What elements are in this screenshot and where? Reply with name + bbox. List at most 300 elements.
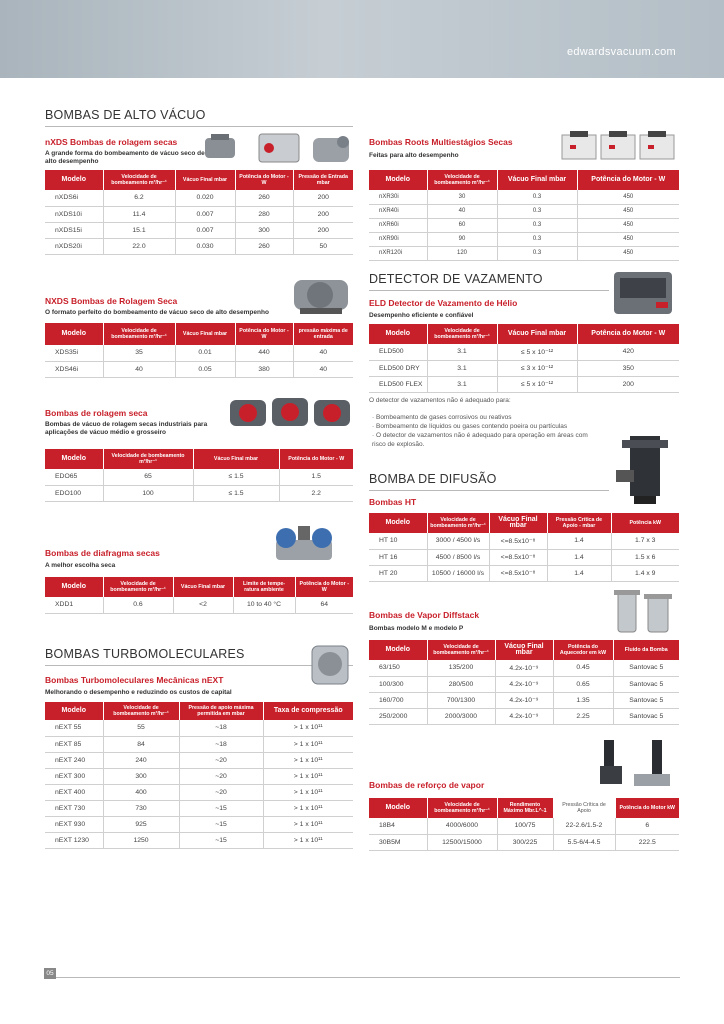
table-cell: 0.6 — [103, 597, 173, 613]
table-row — [45, 361, 353, 377]
table-cell: > 1 x 10¹¹ — [263, 784, 353, 800]
col-header: Potência do Motor - W — [295, 577, 353, 597]
table-cell: nXR40i — [369, 204, 427, 218]
table-cell: 100/300 — [369, 676, 427, 692]
table-cell: 200 — [293, 190, 353, 206]
col-header: Vácuo Final mbar — [489, 513, 547, 533]
table-cell: 1.5 x 6 — [611, 549, 679, 565]
header-banner — [0, 0, 724, 78]
table-cell: > 1 x 10¹¹ — [263, 768, 353, 784]
table-cell: 730 — [103, 800, 179, 816]
edo-pump-images — [228, 392, 353, 432]
pump-image — [644, 594, 672, 632]
nxds-pump-images — [203, 128, 353, 166]
table-cell: 450 — [577, 218, 679, 232]
diffstack-pump-images — [612, 586, 678, 640]
table-cell: 250/2000 — [369, 708, 427, 724]
table-cell: ~15 — [179, 816, 263, 832]
table-row — [45, 736, 353, 752]
table-cell: XDD1 — [45, 597, 103, 613]
table-row — [369, 834, 679, 850]
table-cell: 280/500 — [427, 676, 495, 692]
table-cell: 0.3 — [497, 190, 577, 204]
table-cell: 15.1 — [103, 222, 175, 238]
table-cell: 60 — [427, 218, 497, 232]
col-header: Taxa de compressão — [263, 702, 353, 720]
pump-image — [614, 590, 640, 632]
nxds-subtitle: A grande forma do bombeamento de vácuo seco de alto desempenho — [45, 150, 205, 165]
bullet-item: · Bombeamento de líquidos ou gases contendo poeira ou partículas — [372, 423, 568, 430]
table-cell: Santovac 5 — [613, 692, 679, 708]
col-header: Vácuo Final mbar — [175, 170, 235, 190]
table-cell: 260 — [235, 190, 293, 206]
col-header: Vácuo Final mbar — [175, 323, 235, 345]
pump-image — [314, 400, 350, 426]
roots-pump-images — [560, 127, 678, 165]
col-header: Pressão Crítica de Apoio — [553, 798, 615, 818]
table-cell: 200 — [577, 376, 679, 392]
table-row — [45, 720, 353, 736]
col-header: Modelo — [369, 513, 427, 533]
col-header: Velocidade de bombeamento m³/hr⁻¹ — [427, 640, 495, 660]
table-cell: 64 — [295, 597, 353, 613]
table-cell: 350 — [577, 360, 679, 376]
table-row — [369, 565, 679, 581]
booster-table — [369, 798, 679, 851]
col-header: Modelo — [369, 640, 427, 660]
table-row — [369, 660, 679, 676]
table-cell: ≤ 5 x 10⁻¹² — [497, 376, 577, 392]
bullet-text: Bombeamento de gases corrosivos ou reativos — [375, 414, 512, 421]
edo-title: Bombas de rolagem seca — [45, 408, 148, 418]
table-row — [45, 238, 353, 254]
table-cell: 0.030 — [175, 238, 235, 254]
table-cell: nXDS10i — [45, 206, 103, 222]
table-cell: > 1 x 10¹¹ — [263, 800, 353, 816]
table-cell: nEXT 1230 — [45, 832, 103, 848]
table-cell: 3.1 — [427, 344, 497, 360]
table-row — [369, 218, 679, 232]
table-cell: > 1 x 10¹¹ — [263, 736, 353, 752]
table-cell: XDS46i — [45, 361, 103, 377]
table-cell: 1.4 — [547, 549, 611, 565]
table-cell: 40 — [293, 361, 353, 377]
bullet-text: Bombeamento de líquidos ou gases contendo poeira ou partículas — [375, 423, 568, 430]
col-header: Pressão de apoio máxima permitida em mbar — [179, 702, 263, 720]
table-row — [45, 752, 353, 768]
section-title-turbo: BOMBAS TURBOMOLECULARES — [45, 647, 245, 661]
table-cell: 1.4 — [547, 565, 611, 581]
table-row — [45, 768, 353, 784]
table-cell: > 1 x 10¹¹ — [263, 832, 353, 848]
table-cell: 0.020 — [175, 190, 235, 206]
col-header: Pressão de Entrada mbar — [293, 170, 353, 190]
table-cell: 260 — [235, 238, 293, 254]
table-row — [369, 232, 679, 246]
col-header: Velocidade de bombeamento m³/hr⁻¹ — [427, 513, 489, 533]
xds-table — [45, 323, 353, 378]
table-cell: 50 — [293, 238, 353, 254]
eld-bullet-list — [372, 413, 602, 449]
page-number: 05 — [44, 968, 56, 979]
table-cell: <=8.5x10⁻⁸ — [489, 549, 547, 565]
xds-subtitle: O formato perfeito do bombeamento de vácuo seco de alto desempenho — [45, 309, 269, 316]
table-cell: 0.05 — [175, 361, 235, 377]
section-divider — [369, 490, 609, 491]
table-cell: 2.2 — [279, 485, 353, 501]
table-cell: 1.4 — [547, 533, 611, 549]
table-cell: nEXT 730 — [45, 800, 103, 816]
pump-image — [205, 134, 235, 158]
xdd-pump-image — [268, 520, 348, 570]
col-header: Vácuo Final mbar — [497, 170, 577, 190]
section-divider — [369, 290, 609, 291]
table-cell: HT 20 — [369, 565, 427, 581]
table-row — [369, 692, 679, 708]
edo-subtitle: Bombas de vácuo de rolagem secas industriais para aplicações de vácuo médio e grosseiro — [45, 421, 208, 436]
col-header: Modelo — [45, 702, 103, 720]
table-cell: 240 — [103, 752, 179, 768]
table-cell: 0.3 — [497, 232, 577, 246]
site-url[interactable]: edwardsvacuum.com — [566, 46, 676, 58]
xdd-table — [45, 577, 353, 614]
table-cell: 0.007 — [175, 222, 235, 238]
section-title-alto-vacuo: BOMBAS DE ALTO VÁCUO — [45, 108, 206, 122]
table-cell: nEXT 300 — [45, 768, 103, 784]
col-header: Potência do Motor kW — [615, 798, 679, 818]
nxds-table — [45, 170, 353, 255]
table-cell: 40 — [293, 345, 353, 361]
table-row — [45, 832, 353, 848]
col-header: Vácuo Final mbar — [497, 324, 577, 344]
next-subtitle: Melhorando o desempenho e reduzindo os custos de capital — [45, 689, 232, 696]
table-cell: > 1 x 10¹¹ — [263, 816, 353, 832]
table-cell: 30 — [427, 190, 497, 204]
table-cell: 700/1300 — [427, 692, 495, 708]
table-cell: nXR30i — [369, 190, 427, 204]
table-cell: 1.7 x 3 — [611, 533, 679, 549]
table-cell: 120 — [427, 246, 497, 260]
table-cell: 450 — [577, 232, 679, 246]
table-cell: Santovac 5 — [613, 676, 679, 692]
next-table — [45, 702, 353, 849]
table-cell: 4.2x-10⁻⁹ — [495, 708, 553, 724]
col-header: Velocidade de bombeamento m³/hr⁻¹ — [427, 798, 497, 818]
roots-title: Bombas Roots Multiestágios Secas — [369, 137, 513, 147]
section-title-difusao: BOMBA DE DIFUSÃO — [369, 472, 497, 486]
table-row — [45, 345, 353, 361]
table-cell: 4000/6000 — [427, 818, 497, 834]
table-cell: 135/200 — [427, 660, 495, 676]
xds-title: NXDS Bombas de Rolagem Seca — [45, 296, 178, 306]
pump-image — [562, 131, 596, 159]
col-header: Modelo — [369, 170, 427, 190]
table-cell: > 1 x 10¹¹ — [263, 720, 353, 736]
table-cell: nEXT 400 — [45, 784, 103, 800]
table-cell: 22.0 — [103, 238, 175, 254]
table-cell: 1250 — [103, 832, 179, 848]
table-cell: ~15 — [179, 800, 263, 816]
col-header: Vácuo Final mbar — [173, 577, 233, 597]
table-cell: 40 — [427, 204, 497, 218]
table-row — [45, 485, 353, 501]
col-header: Modelo — [45, 577, 103, 597]
edo-table — [45, 449, 353, 502]
table-cell: 6.2 — [103, 190, 175, 206]
table-cell: EDO100 — [45, 485, 103, 501]
eld-subtitle: Desempenho eficiente e confiável — [369, 312, 474, 319]
table-cell: 1.4 x 9 — [611, 565, 679, 581]
table-cell: 2.25 — [553, 708, 613, 724]
table-cell: XDS35i — [45, 345, 103, 361]
table-cell: > 1 x 10¹¹ — [263, 752, 353, 768]
table-row — [369, 708, 679, 724]
table-cell: HT 10 — [369, 533, 427, 549]
eld-table — [369, 324, 679, 393]
table-cell: 100 — [103, 485, 193, 501]
ht-table — [369, 513, 679, 582]
table-cell: 200 — [293, 222, 353, 238]
table-row — [369, 818, 679, 834]
diffstack-subtitle: Bombas modelo M e modelo P — [369, 625, 464, 632]
table-cell: <=8.5x10⁻⁸ — [489, 533, 547, 549]
table-cell: 30B5M — [369, 834, 427, 850]
table-cell: 6 — [615, 818, 679, 834]
next-title: Bombas Turbomoleculares Mecânicas nEXT — [45, 675, 224, 685]
table-cell: HT 16 — [369, 549, 427, 565]
xdd-title: Bombas de diafragma secas — [45, 548, 160, 558]
table-cell: ~18 — [179, 736, 263, 752]
table-cell: 3000 / 4500 l/s — [427, 533, 489, 549]
table-cell: 0.3 — [497, 204, 577, 218]
pump-image — [640, 131, 674, 159]
table-cell: 10500 / 16000 l/s — [427, 565, 489, 581]
table-cell: 4.2x-10⁻⁹ — [495, 676, 553, 692]
col-header: Potência do Motor - W — [577, 324, 679, 344]
table-row — [45, 190, 353, 206]
table-cell: ELD500 FLEX — [369, 376, 427, 392]
table-cell: EDO65 — [45, 469, 103, 485]
booster-pump-image — [596, 736, 680, 796]
col-header: Modelo — [369, 798, 427, 818]
table-cell: 11.4 — [103, 206, 175, 222]
col-header: Potência do Aquecedor em kW — [553, 640, 613, 660]
table-row — [369, 204, 679, 218]
table-cell: 450 — [577, 190, 679, 204]
col-header: Vácuo Final mbar — [495, 640, 553, 660]
col-header: Velocidade de bombeamento m³/hr⁻¹ — [427, 324, 497, 344]
table-cell: ELD500 DRY — [369, 360, 427, 376]
table-cell: 5.5-6/4-4.5 — [553, 834, 615, 850]
col-header: Potência do Motor - W — [235, 170, 293, 190]
col-header: Modelo — [45, 170, 103, 190]
eld-note: O detector de vazamentos não é adequado para: — [369, 397, 511, 404]
ht-title: Bombas HT — [369, 497, 417, 507]
table-cell: ELD500 — [369, 344, 427, 360]
table-row — [369, 676, 679, 692]
col-header: Velocidade de bombeamento m³/hr⁻¹ — [103, 449, 193, 469]
table-cell: Santovac 5 — [613, 660, 679, 676]
col-header: Vácuo Final mbar — [193, 449, 279, 469]
xds-pump-image — [290, 268, 352, 318]
table-row — [45, 800, 353, 816]
bullet-item: · Bombeamento de gases corrosivos ou reativos — [372, 414, 512, 421]
table-cell: 22-2.6/1.5-2 — [553, 818, 615, 834]
table-cell: nXDS15i — [45, 222, 103, 238]
pump-image — [601, 131, 635, 159]
table-cell: nEXT 240 — [45, 752, 103, 768]
bullet-item: · O detector de vazamentos não é adequado para operação em áreas com risco de explosão. — [372, 432, 588, 448]
col-header: Potência kW — [611, 513, 679, 533]
table-cell: 18B4 — [369, 818, 427, 834]
table-row — [45, 816, 353, 832]
col-header: Modelo — [369, 324, 427, 344]
col-header: Velocidade de bombeamento m³/hr⁻¹ — [103, 577, 173, 597]
table-cell: 0.007 — [175, 206, 235, 222]
col-header: Limite de tempe- ratura ambiente — [233, 577, 295, 597]
table-cell: ≤ 1.5 — [193, 469, 279, 485]
col-header: Fluido da Bomba — [613, 640, 679, 660]
col-header: pressão máxima de entrada — [293, 323, 353, 345]
table-cell: ≤ 5 x 10⁻¹² — [497, 344, 577, 360]
col-header: Modelo — [45, 449, 103, 469]
table-cell: 450 — [577, 246, 679, 260]
ht-pump-image — [612, 430, 678, 510]
table-cell: 160/700 — [369, 692, 427, 708]
table-cell: 280 — [235, 206, 293, 222]
table-row — [369, 344, 679, 360]
table-cell: ~20 — [179, 752, 263, 768]
table-cell: nEXT 55 — [45, 720, 103, 736]
col-header: Potência do Motor - W — [235, 323, 293, 345]
table-cell: 300 — [103, 768, 179, 784]
table-row — [45, 469, 353, 485]
col-header: Velocidade de bombeamento m³/hr⁻¹ — [103, 170, 175, 190]
table-row — [369, 360, 679, 376]
nxds-title: nXDS Bombas de rolagem secas — [45, 137, 178, 147]
table-cell: 63/150 — [369, 660, 427, 676]
table-cell: 0.3 — [497, 246, 577, 260]
col-header: Potência do Motor - W — [577, 170, 679, 190]
table-cell: nXDS6i — [45, 190, 103, 206]
roots-table — [369, 170, 679, 261]
table-cell: 4.2x-10⁻⁹ — [495, 692, 553, 708]
eld-detector-image — [610, 268, 678, 320]
table-cell: nEXT 85 — [45, 736, 103, 752]
table-cell: nXR90i — [369, 232, 427, 246]
table-cell: 300/225 — [497, 834, 553, 850]
table-cell: 12500/15000 — [427, 834, 497, 850]
roots-subtitle: Feitas para alto desempenho — [369, 152, 459, 159]
col-header: Velocidade de bombeamento m³/hr⁻¹ — [427, 170, 497, 190]
diffstack-title: Bombas de Vapor Diffstack — [369, 610, 480, 620]
table-cell: nXDS20i — [45, 238, 103, 254]
table-cell: 100/75 — [497, 818, 553, 834]
table-cell: ≤ 3 x 10⁻¹² — [497, 360, 577, 376]
diffstack-table — [369, 640, 679, 725]
table-cell: 450 — [577, 204, 679, 218]
pump-image — [230, 400, 266, 426]
table-cell: 0.65 — [553, 676, 613, 692]
table-row — [369, 190, 679, 204]
table-row — [45, 222, 353, 238]
col-header: Modelo — [45, 323, 103, 345]
table-cell: 200 — [293, 206, 353, 222]
table-row — [369, 376, 679, 392]
table-cell: nXR120i — [369, 246, 427, 260]
table-cell: 380 — [235, 361, 293, 377]
table-cell: 4500 / 8500 l/s — [427, 549, 489, 565]
pump-image — [313, 136, 349, 162]
footer-divider — [44, 977, 680, 978]
table-cell: 90 — [427, 232, 497, 246]
table-cell: <2 — [173, 597, 233, 613]
pump-image — [259, 134, 299, 162]
table-row — [369, 246, 679, 260]
col-header: Velocidade de bombeamento m³/hr⁻¹ — [103, 702, 179, 720]
table-cell: ~15 — [179, 832, 263, 848]
pump-image — [272, 398, 308, 426]
table-cell: 10 to 40 °C — [233, 597, 295, 613]
table-cell: 300 — [235, 222, 293, 238]
table-row — [45, 784, 353, 800]
table-row — [369, 533, 679, 549]
table-cell: 0.45 — [553, 660, 613, 676]
next-pump-image — [308, 640, 353, 690]
table-cell: nXR60i — [369, 218, 427, 232]
table-cell: 400 — [103, 784, 179, 800]
table-cell: ~20 — [179, 784, 263, 800]
table-cell: 0.01 — [175, 345, 235, 361]
eld-title: ELD Detector de Vazamento de Hélio — [369, 298, 518, 308]
table-row — [369, 549, 679, 565]
col-header: Pressão Crítica de Apoio - mbar — [547, 513, 611, 533]
table-row — [45, 597, 353, 613]
table-cell: 440 — [235, 345, 293, 361]
table-cell: 2000/3000 — [427, 708, 495, 724]
table-cell: 84 — [103, 736, 179, 752]
table-cell: 4.2x-10⁻⁹ — [495, 660, 553, 676]
booster-title: Bombas de reforço de vapor — [369, 780, 485, 790]
table-cell: 3.1 — [427, 360, 497, 376]
table-row — [45, 206, 353, 222]
table-cell: 3.1 — [427, 376, 497, 392]
table-cell: 1.35 — [553, 692, 613, 708]
table-cell: 1.5 — [279, 469, 353, 485]
table-cell: ~18 — [179, 720, 263, 736]
section-divider — [45, 665, 353, 666]
col-header: Potência do Motor - W — [279, 449, 353, 469]
table-cell: 65 — [103, 469, 193, 485]
table-cell: <=8.5x10⁻⁸ — [489, 565, 547, 581]
table-cell: nEXT 930 — [45, 816, 103, 832]
section-divider — [45, 126, 353, 127]
xdd-subtitle: A melhor escolha seca — [45, 562, 116, 569]
table-cell: Santovac 5 — [613, 708, 679, 724]
table-cell: ≤ 1.5 — [193, 485, 279, 501]
col-header: Rendimento Máximo Mbr.L^-1 — [497, 798, 553, 818]
table-cell: 55 — [103, 720, 179, 736]
table-cell: 420 — [577, 344, 679, 360]
table-cell: 40 — [103, 361, 175, 377]
table-cell: ~20 — [179, 768, 263, 784]
table-cell: 925 — [103, 816, 179, 832]
section-title-detector: DETECTOR DE VAZAMENTO — [369, 272, 543, 286]
table-cell: 0.3 — [497, 218, 577, 232]
table-cell: 35 — [103, 345, 175, 361]
bullet-text: O detector de vazamentos não é adequado para operação em áreas com risco de explosão. — [372, 432, 588, 448]
table-cell: 222.5 — [615, 834, 679, 850]
